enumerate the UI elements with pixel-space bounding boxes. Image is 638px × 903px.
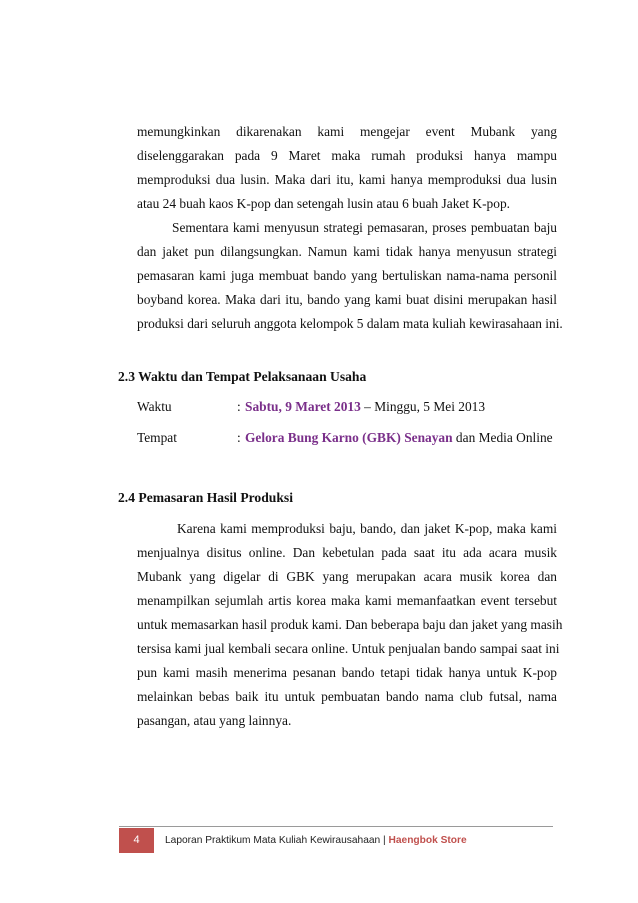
- paragraph-line: diselenggarakan pada 9 Maret maka rumah produksi hanya mampu: [137, 148, 557, 163]
- paragraph-line: Sementara kami menyusun strategi pemasaran, proses pembuatan baju: [172, 220, 557, 235]
- tempat-colon: :: [237, 430, 241, 445]
- section-heading-2-4: 2.4 Pemasaran Hasil Produksi: [118, 490, 293, 505]
- paragraph-line: atau 24 buah kaos K-pop dan setengah lusin atau 6 buah Jaket K-pop.: [137, 196, 510, 211]
- paragraph-line: pemasaran kami juga membuat bando yang bertuliskan nama-nama personil: [137, 268, 557, 283]
- waktu-colon: :: [237, 399, 241, 414]
- footer-divider: [119, 826, 553, 827]
- waktu-highlight: Sabtu, 9 Maret 2013: [245, 399, 361, 414]
- paragraph-line: memungkinkan dikarenakan kami mengejar event Mubank yang: [137, 124, 557, 139]
- paragraph-line: Mubank yang digelar di GBK yang merupakan acara musik korea dan: [137, 569, 557, 584]
- waktu-label: Waktu: [137, 399, 172, 414]
- waktu-row: [137, 398, 485, 416]
- footer-caption: [165, 828, 467, 853]
- paragraph-line: Karena kami memproduksi baju, bando, dan jaket K-pop, maka kami: [177, 521, 557, 536]
- paragraph-line: untuk memasarkan hasil produk kami. Dan beberapa baju dan jaket yang masih: [137, 617, 563, 632]
- paragraph-line: menjualnya disitus online. Dan kebetulan pada saat itu ada acara musik: [137, 545, 557, 560]
- waktu-rest: – Minggu, 5 Mei 2013: [360, 399, 486, 414]
- section-heading-2-3: 2.3 Waktu dan Tempat Pelaksanaan Usaha: [118, 369, 367, 384]
- footer-brand: Haengbok Store: [388, 835, 467, 846]
- paragraph-line: pasangan, atau yang lainnya.: [137, 713, 292, 728]
- paragraph-line: dan jaket pun dilangsungkan. Namun kami tidak hanya menyusun strategi: [137, 244, 557, 259]
- paragraph-line: produksi dari seluruh anggota kelompok 5 dalam mata kuliah kewirasahaan ini.: [137, 316, 563, 331]
- tempat-highlight: Gelora Bung Karno (GBK) Senayan: [245, 430, 453, 445]
- footer-course-text: Laporan Praktikum Mata Kuliah Kewirausahaan |: [165, 835, 389, 846]
- tempat-rest: dan Media Online: [452, 430, 553, 445]
- paragraph-line: pun kami masih menerima pesanan bando tetapi tidak hanya untuk K-pop: [137, 665, 557, 680]
- paragraph-line: memproduksi dua lusin. Maka dari itu, kami hanya memproduksi dua lusin: [137, 172, 557, 187]
- footer-page-number: 4: [119, 828, 154, 853]
- paragraph-line: boyband korea. Maka dari itu, bando yang kami buat disini merupakan hasil: [137, 292, 557, 307]
- tempat-row: [137, 429, 553, 447]
- paragraph-line: melainkan bebas baik itu untuk pembuatan bando nama club futsal, nama: [137, 689, 557, 704]
- paragraph-line: menampilkan sejumlah artis korea maka kami memanfaatkan event tersebut: [137, 593, 557, 608]
- paragraph-line: tersisa kami jual kembali secara online. Untuk penjualan bando sampai saat ini: [137, 641, 560, 656]
- tempat-label: Tempat: [137, 430, 177, 445]
